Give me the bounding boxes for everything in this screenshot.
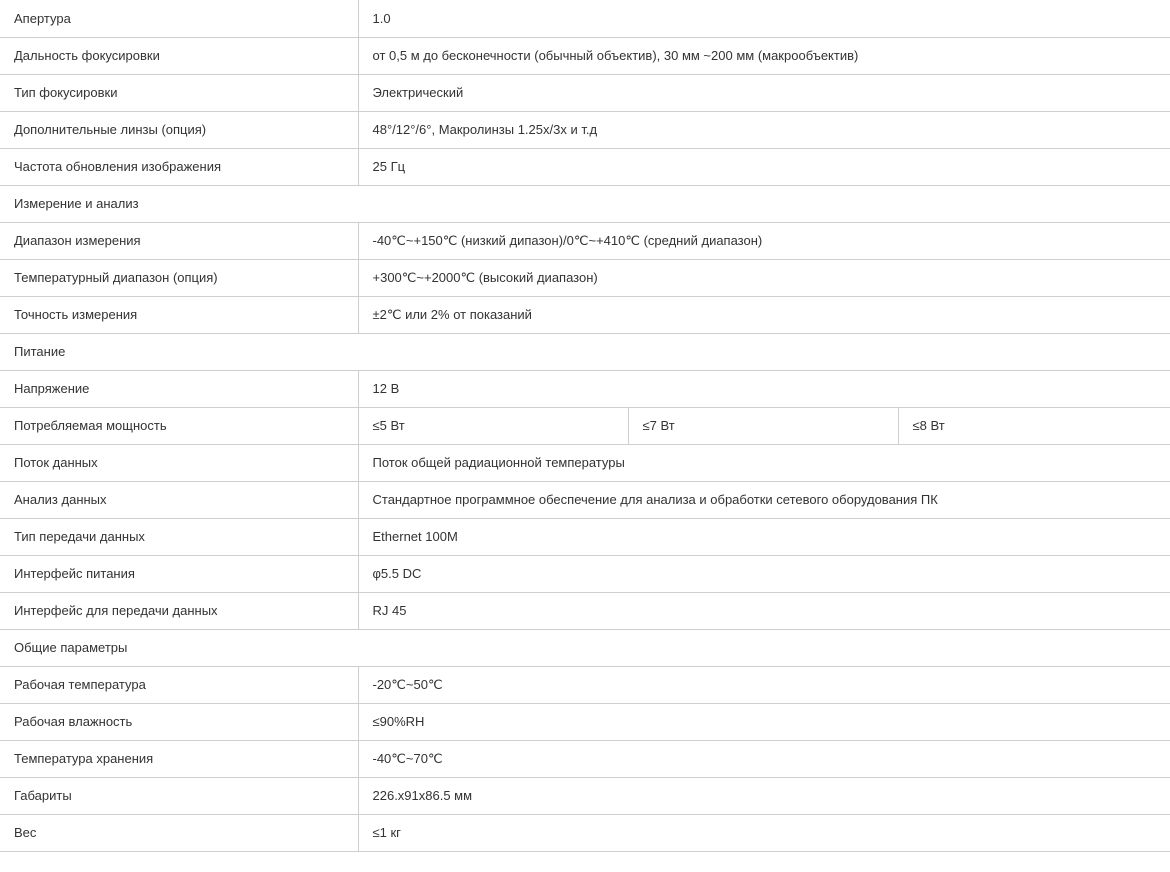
spec-label: Габариты — [0, 777, 358, 814]
spec-value: ≤5 Вт — [358, 407, 628, 444]
spec-label: Апертура — [0, 0, 358, 37]
table-row — [0, 592, 1170, 629]
table-row — [0, 407, 1170, 444]
spec-value: Ethernet 100M — [358, 518, 1170, 555]
table-row — [0, 481, 1170, 518]
spec-label: Потребляемая мощность — [0, 407, 358, 444]
table-row — [0, 666, 1170, 703]
section-title: Питание — [0, 333, 1170, 370]
spec-value: 48°/12°/6°, Макролинзы 1.25x/3x и т.д — [358, 111, 1170, 148]
table-row — [0, 74, 1170, 111]
spec-label: Поток данных — [0, 444, 358, 481]
table-row — [0, 370, 1170, 407]
spec-value: +300℃~+2000℃ (высокий диапазон) — [358, 259, 1170, 296]
table-row — [0, 518, 1170, 555]
table-row — [0, 222, 1170, 259]
table-row — [0, 703, 1170, 740]
table-row — [0, 148, 1170, 185]
spec-label: Температура хранения — [0, 740, 358, 777]
spec-label: Тип фокусировки — [0, 74, 358, 111]
spec-label: Рабочая влажность — [0, 703, 358, 740]
table-row — [0, 814, 1170, 851]
section-title: Общие параметры — [0, 629, 1170, 666]
spec-value: 1.0 — [358, 0, 1170, 37]
spec-label: Интерфейс питания — [0, 555, 358, 592]
section-title: Измерение и анализ — [0, 185, 1170, 222]
table-row — [0, 296, 1170, 333]
spec-label: Напряжение — [0, 370, 358, 407]
spec-label: Диапазон измерения — [0, 222, 358, 259]
spec-value: Поток общей радиационной температуры — [358, 444, 1170, 481]
table-row — [0, 0, 1170, 37]
spec-value: 25 Гц — [358, 148, 1170, 185]
table-row — [0, 740, 1170, 777]
spec-label: Анализ данных — [0, 481, 358, 518]
spec-label: Дополнительные линзы (опция) — [0, 111, 358, 148]
table-row — [0, 111, 1170, 148]
spec-label: Дальность фокусировки — [0, 37, 358, 74]
section-header-row — [0, 185, 1170, 222]
table-row — [0, 444, 1170, 481]
spec-value: Стандартное программное обеспечение для анализа и обработки сетевого оборудования ПК — [358, 481, 1170, 518]
spec-label: Частота обновления изображения — [0, 148, 358, 185]
table-row — [0, 777, 1170, 814]
spec-value: от 0,5 м до бесконечности (обычный объектив), 30 мм ~200 мм (макрообъектив) — [358, 37, 1170, 74]
spec-label: Температурный диапазон (опция) — [0, 259, 358, 296]
spec-value: ≤7 Вт — [628, 407, 898, 444]
spec-value: 226.x91x86.5 мм — [358, 777, 1170, 814]
spec-label: Интерфейс для передачи данных — [0, 592, 358, 629]
spec-label: Рабочая температура — [0, 666, 358, 703]
spec-value: -40℃~+150℃ (низкий дипазон)/0℃~+410℃ (средний диапазон) — [358, 222, 1170, 259]
table-row — [0, 555, 1170, 592]
spec-value: 12 В — [358, 370, 1170, 407]
spec-value: Электрический — [358, 74, 1170, 111]
table-row — [0, 37, 1170, 74]
spec-label: Тип передачи данных — [0, 518, 358, 555]
section-header-row — [0, 333, 1170, 370]
spec-value: ≤1 кг — [358, 814, 1170, 851]
spec-value: φ5.5 DC — [358, 555, 1170, 592]
section-header-row — [0, 629, 1170, 666]
spec-value: ≤8 Вт — [898, 407, 1170, 444]
spec-value: ±2℃ или 2% от показаний — [358, 296, 1170, 333]
spec-value: ≤90%RH — [358, 703, 1170, 740]
spec-value: -40℃~70℃ — [358, 740, 1170, 777]
spec-label: Вес — [0, 814, 358, 851]
spec-value: RJ 45 — [358, 592, 1170, 629]
table-row — [0, 259, 1170, 296]
spec-label: Точность измерения — [0, 296, 358, 333]
spec-value: -20℃~50℃ — [358, 666, 1170, 703]
